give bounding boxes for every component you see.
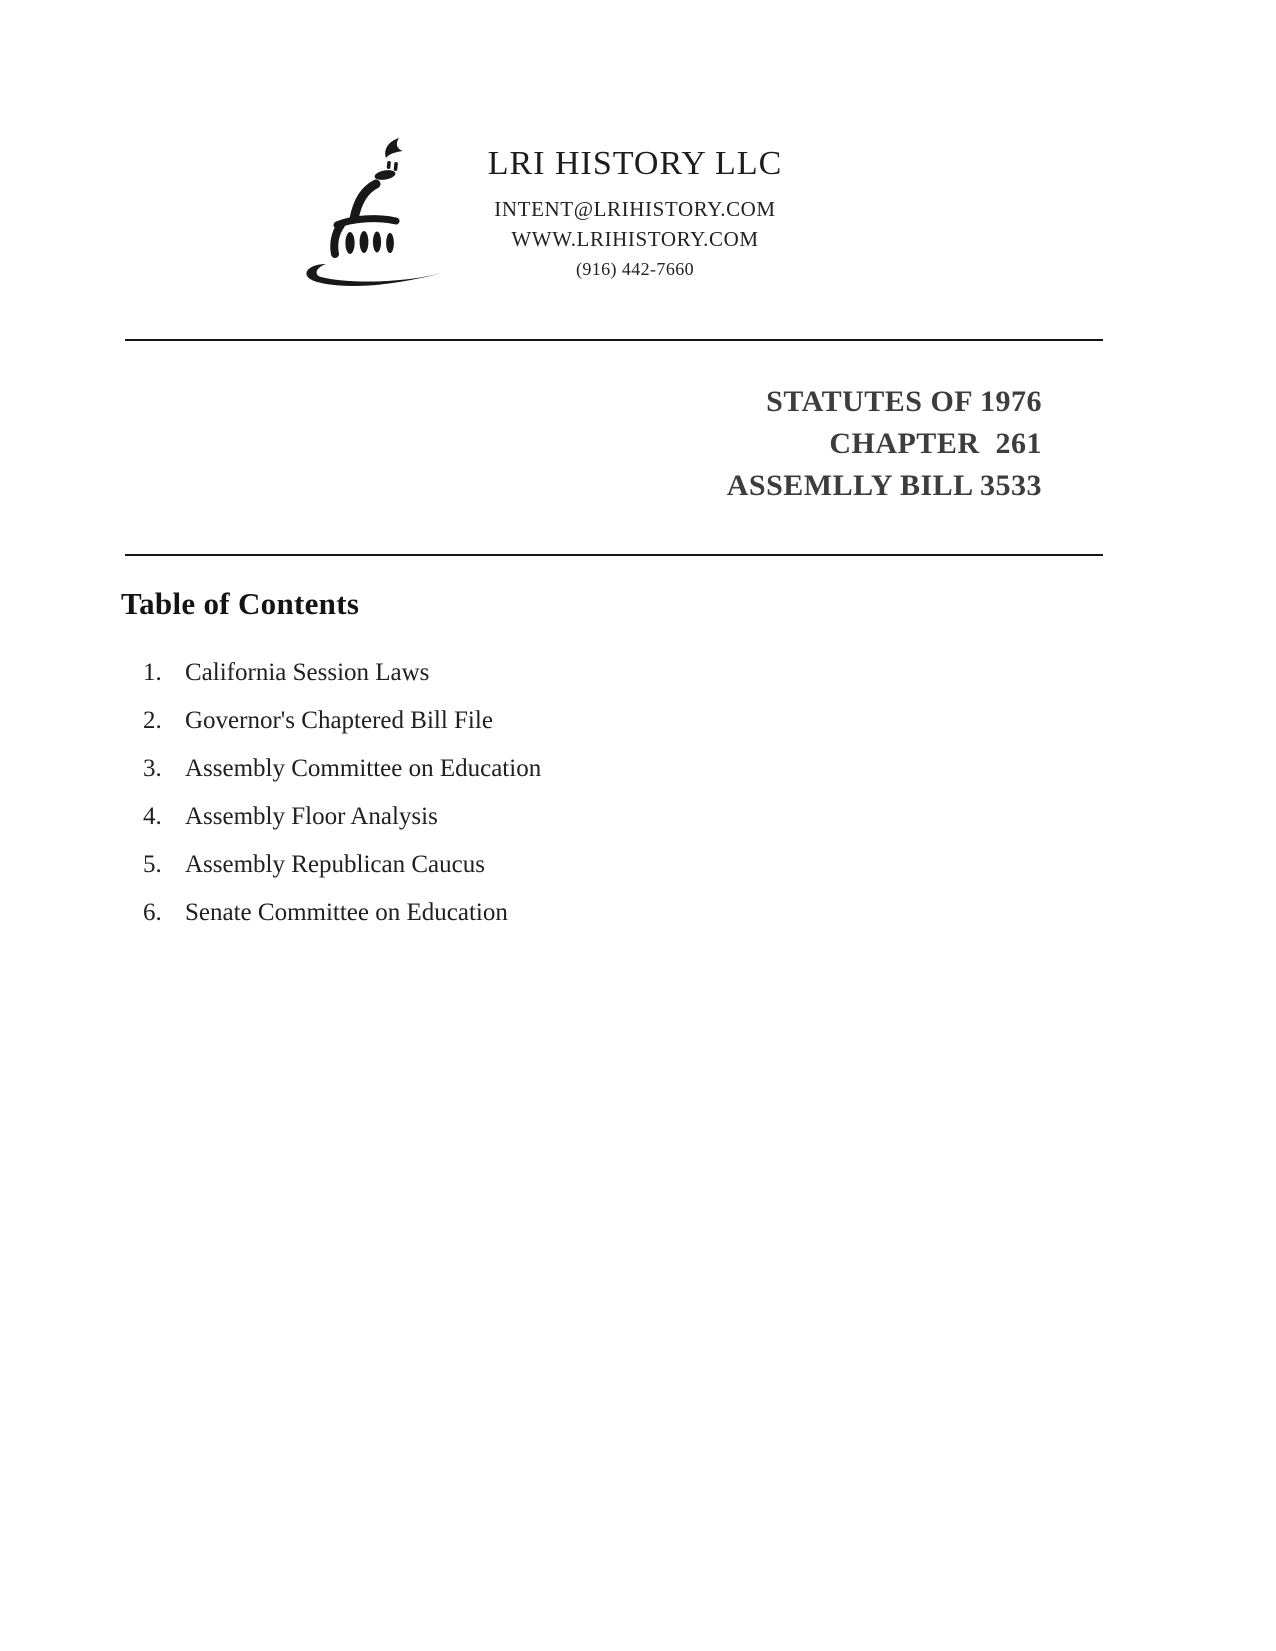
toc-item-label: Senate Committee on Education: [185, 899, 508, 926]
toc-item-number: 5.: [143, 851, 162, 878]
toc-list: [143, 649, 843, 937]
toc-item-label: Assembly Floor Analysis: [185, 803, 438, 830]
toc-item: [143, 649, 843, 697]
divider-middle: [125, 554, 1103, 556]
document-title-block: [727, 381, 1042, 507]
toc-heading: Table of Contents: [121, 586, 360, 621]
toc-item: [143, 697, 843, 745]
toc-item-label: Assembly Committee on Education: [185, 755, 542, 782]
toc-item: [143, 745, 843, 793]
toc-item-number: 1.: [143, 659, 162, 686]
toc-item-number: 2.: [143, 707, 162, 734]
toc-item-number: 6.: [143, 899, 162, 926]
bill-line: ASSEMLLY BILL 3533: [726, 469, 1042, 502]
toc-item: [143, 793, 843, 841]
divider-top: [125, 339, 1103, 341]
toc-item: [143, 889, 843, 937]
toc-item-number: 4.: [143, 803, 162, 830]
toc-item: [143, 841, 843, 889]
capitol-dome-sketch-icon: [290, 136, 450, 292]
chapter-line: CHAPTER 261: [829, 427, 1042, 460]
letterhead: [446, 140, 824, 284]
company-website: WWW.LRIHISTORY.COM: [511, 227, 759, 251]
toc-item-label: Assembly Republican Caucus: [185, 851, 485, 878]
company-logo: [290, 136, 450, 292]
company-email: INTENT@LRIHISTORY.COM: [494, 197, 776, 221]
toc-item-label: Governor's Chaptered Bill File: [185, 707, 493, 734]
company-name: LRI HISTORY LLC: [487, 145, 783, 182]
statutes-line: STATUTES OF 1976: [766, 385, 1042, 418]
toc-item-label: California Session Laws: [185, 659, 430, 686]
company-phone: (916) 442-7660: [575, 259, 695, 279]
toc-item-number: 3.: [143, 755, 162, 782]
